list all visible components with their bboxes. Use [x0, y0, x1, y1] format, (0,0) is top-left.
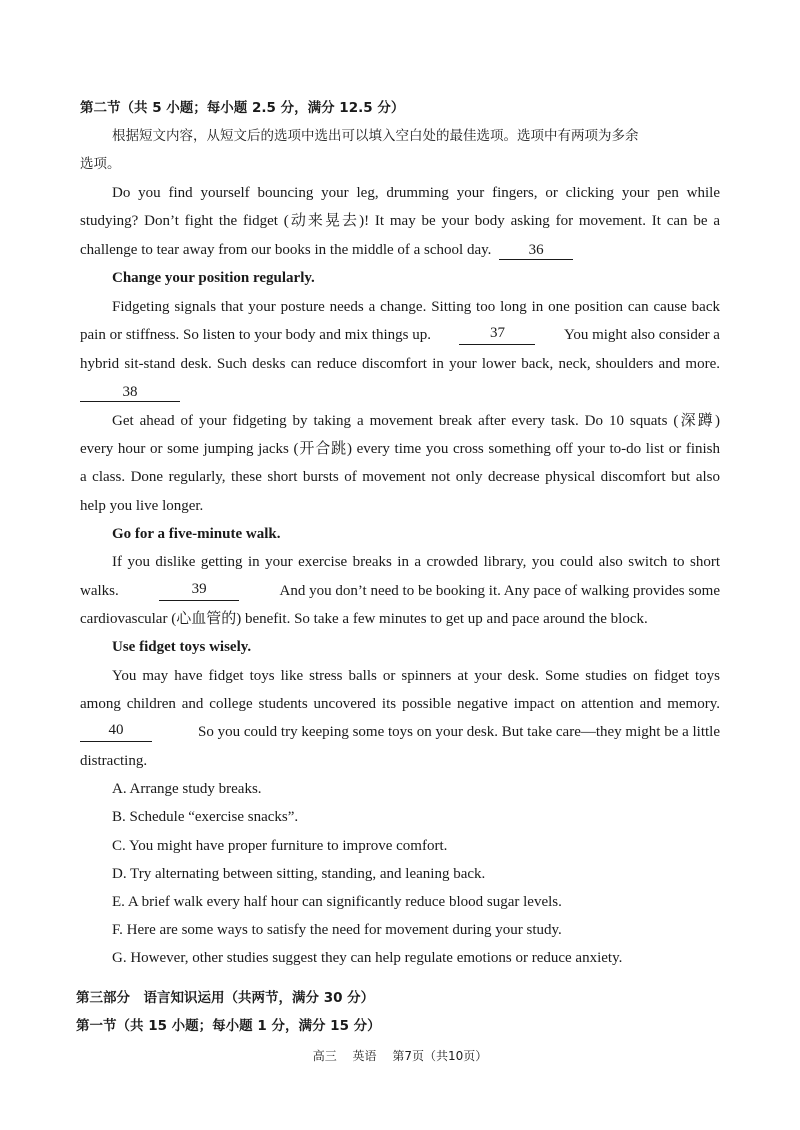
subheading-fidget-toys: Use fidget toys wisely. — [112, 639, 252, 655]
paragraph-5-line-3 — [80, 722, 720, 742]
paragraph-4-line-1: If you dislike getting in your exercise breaks in a crowded library, you could also switch to short — [112, 554, 720, 570]
subheading-change-position: Change your position regularly. — [112, 270, 315, 286]
paragraph-5-line-1: You may have fidget toys like stress balls or spinners at your desk. Some studies on fidget toys — [112, 668, 720, 684]
instruction-line-1: 根据短文内容，从短文后的选项中选出可以填入空白处的最佳选项。选项中有两项为多余 — [112, 128, 639, 144]
instruction-line-2: 选项。 — [80, 156, 121, 172]
blank-40: 40 — [80, 722, 152, 742]
paragraph-5-line-3-text: So you could try keeping some toys on your desk. But take care—they might be a little — [198, 724, 720, 740]
page-footer — [0, 1047, 800, 1064]
paragraph-5-line-4: distracting. — [80, 753, 148, 769]
option-c: C. You might have proper furniture to improve comfort. — [112, 838, 448, 854]
option-b: B. Schedule “exercise snacks”. — [112, 809, 299, 825]
paragraph-2-line-4 — [80, 382, 720, 402]
option-a: A. Arrange study breaks. — [112, 781, 262, 797]
option-d: D. Try alternating between sitting, standing, and leaning back. — [112, 866, 486, 882]
paragraph-4-line-2 — [80, 581, 720, 601]
part3-section1-heading: 第一节（共 15 小题；每小题 1 分，满分 15 分） — [76, 1018, 381, 1034]
paragraph-3-line-1: Get ahead of your fidgeting by taking a movement break after every task. Do 10 squats (深蹲) — [112, 413, 720, 429]
blank-36: 36 — [499, 242, 573, 260]
footer-subject: 英语 — [352, 1049, 377, 1063]
paragraph-2-line-1: Fidgeting signals that your posture needs a change. Sitting too long in one position can cause back — [112, 299, 720, 315]
paragraph-4-line-2-text-a: walks. — [80, 583, 119, 599]
paragraph-2-line-2-text-b: You might also consider a — [564, 327, 720, 343]
option-g: G. However, other studies suggest they can help regulate emotions or reduce anxiety. — [112, 950, 623, 966]
blank-38: 38 — [80, 384, 180, 402]
paragraph-4-line-2-text-b: And you don’t need to be booking it. Any pace of walking provides some — [279, 583, 720, 599]
footer-page-number: 第7页（共10页） — [392, 1049, 488, 1063]
paragraph-2-line-2 — [80, 325, 720, 345]
paragraph-3-line-4: help you live longer. — [80, 498, 204, 514]
paragraph-2-line-2-text-a: pain or stiffness. So listen to your body and mix things up. — [80, 327, 431, 343]
section2-heading: 第二节（共 5 小题；每小题 2.5 分，满分 12.5 分） — [80, 100, 405, 116]
paragraph-1-line-3-text: challenge to tear away from our books in the middle of a school day. — [80, 242, 492, 258]
paragraph-2-line-3: hybrid sit-stand desk. Such desks can reduce discomfort in your lower back, neck, shoulders and more. — [80, 356, 720, 372]
blank-39: 39 — [159, 581, 239, 601]
option-e: E. A brief walk every half hour can significantly reduce blood sugar levels. — [112, 894, 562, 910]
subheading-five-minute-walk: Go for a five-minute walk. — [112, 526, 281, 542]
blank-37: 37 — [459, 325, 535, 345]
paragraph-3-line-2: every hour or some jumping jacks (开合跳) every time you cross something off your to-do list or finish — [80, 441, 720, 457]
option-f: F. Here are some ways to satisfy the need for movement during your study. — [112, 922, 562, 938]
paragraph-3-line-3: a class. Done regularly, these short bursts of movement not only decrease physical discomfort but also — [80, 469, 720, 485]
paragraph-5-line-2: among children and college students uncovered its possible negative impact on attention and memory. — [80, 696, 720, 712]
paragraph-1-line-3 — [80, 240, 720, 260]
part3-heading: 第三部分 语言知识运用（共两节，满分 30 分） — [76, 990, 375, 1006]
paragraph-1-line-1: Do you find yourself bouncing your leg, drumming your fingers, or clicking your pen while — [112, 185, 720, 201]
paragraph-4-line-3: cardiovascular (心血管的) benefit. So take a few minutes to get up and pace around the block. — [80, 611, 648, 627]
footer-grade: 高三 — [312, 1049, 337, 1063]
paragraph-1-line-2: studying? Don’t fight the fidget (动来晃去)! It may be your body asking for movement. It can be a — [80, 213, 720, 229]
